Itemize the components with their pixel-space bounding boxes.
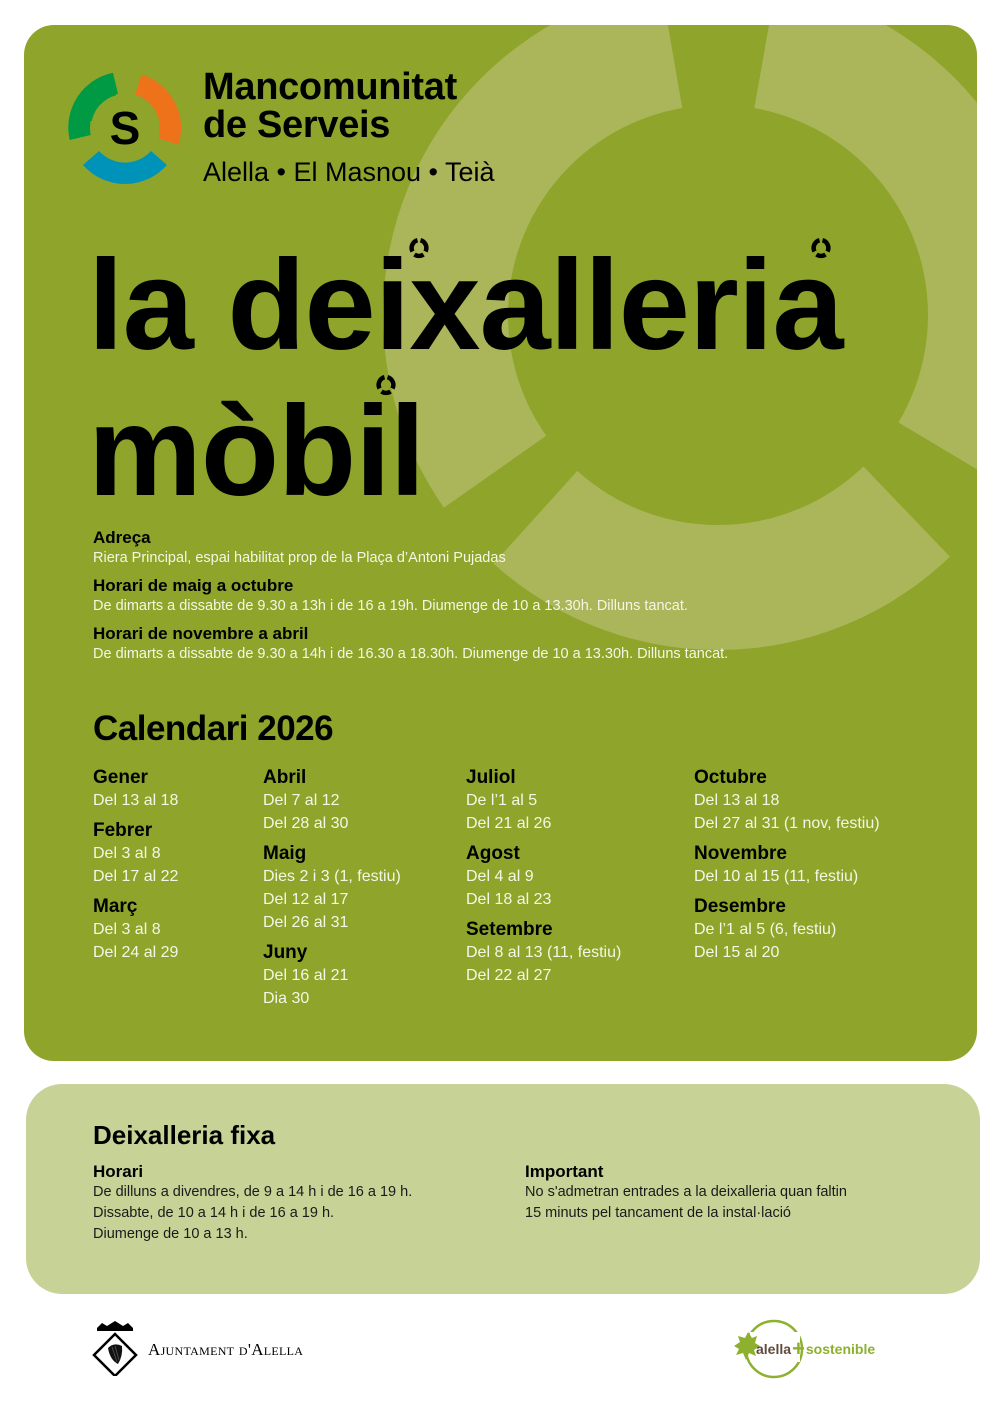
month-entry: Del 8 al 13 (11, festiu): [466, 944, 622, 961]
winter-hours-label: Horari de novembre a abril: [93, 624, 309, 643]
schedule-line: De dilluns a divendres, de 9 a 14 h i de 16 a 19 h.: [93, 1184, 413, 1200]
organization-towns: Alella • El Masnou • Teià: [203, 157, 495, 187]
svg-text:S: S: [109, 102, 141, 154]
alella-sostenible-logo: [730, 1318, 900, 1380]
month-block: [93, 896, 178, 964]
month-name: Agost: [466, 843, 520, 864]
month-name: Novembre: [694, 843, 787, 864]
schedule-label: Horari: [93, 1162, 144, 1181]
sostenible-text-alella: alella: [756, 1341, 792, 1357]
month-entry: Del 4 al 9: [466, 868, 534, 885]
mobile-recycling-panel: [24, 25, 977, 1061]
calendar-title: Calendari 2026: [93, 709, 334, 748]
month-block: [263, 767, 401, 835]
important-line: No s'admetran entrades a la deixalleria quan faltin: [525, 1184, 847, 1200]
schedule-line: Diumenge de 10 a 13 h.: [93, 1226, 248, 1242]
month-block: [466, 919, 621, 987]
important-label: Important: [525, 1162, 604, 1181]
alella-crest-icon: [90, 1320, 140, 1376]
month-block: [263, 843, 401, 934]
month-entry: Del 3 al 8: [93, 921, 161, 938]
important-line: 15 minuts pel tancament de la instal·lació: [525, 1205, 791, 1221]
month-entry: De l’1 al 5: [466, 792, 538, 809]
month-block: [466, 767, 621, 835]
month-block: [93, 767, 178, 812]
month-name: Maig: [263, 843, 307, 864]
address-label: Adreça: [93, 528, 151, 547]
summer-hours-label: Horari de maig a octubre: [93, 576, 294, 595]
month-entry: Dies 2 i 3 (1, festiu): [263, 868, 401, 885]
month-entry: Del 12 al 17: [263, 891, 349, 908]
month-entry: Del 15 al 20: [694, 944, 780, 961]
month-entry: Del 13 al 18: [93, 792, 179, 809]
i-dot-ring-icon: [407, 236, 431, 260]
page-title-line1: la deixalleria: [88, 234, 843, 377]
month-name: Juny: [263, 942, 308, 963]
month-entry: Del 22 al 27: [466, 967, 552, 984]
month-entry: Del 21 al 26: [466, 815, 552, 832]
month-block: [93, 820, 178, 888]
month-entry: Del 27 al 31 (1 nov, festiu): [694, 815, 880, 832]
ajuntament-text: Ajuntament d'Alella: [148, 1340, 304, 1359]
month-entry: Del 24 al 29: [93, 944, 179, 961]
plus-icon: +: [792, 1336, 805, 1361]
month-entry: Del 18 al 23: [466, 891, 552, 908]
month-name: Octubre: [694, 767, 767, 788]
page-title-line2: mòbil: [88, 380, 425, 523]
month-name: Gener: [93, 767, 148, 788]
fixed-recycling-panel: [26, 1084, 980, 1294]
month-entry: Del 10 al 15 (11, festiu): [694, 868, 859, 885]
month-entry: Del 16 al 21: [263, 967, 349, 984]
sostenible-text: [756, 1336, 876, 1361]
month-entry: Del 26 al 31: [263, 914, 349, 931]
calendar-column-4: [694, 767, 880, 972]
month-entry: Del 7 al 12: [263, 792, 340, 809]
organization-name: [203, 68, 457, 144]
month-block: [694, 767, 880, 835]
month-entry: Del 3 al 8: [93, 845, 161, 862]
month-name: Març: [93, 896, 138, 917]
month-entry: Del 17 al 22: [93, 868, 179, 885]
i-dot-ring-icon: [374, 373, 398, 397]
sostenible-text-sostenible: sostenible: [805, 1341, 876, 1357]
info-section: [93, 528, 953, 672]
month-name: Febrer: [93, 820, 153, 841]
mancomunitat-logo-icon: [63, 66, 187, 190]
month-block: [694, 896, 880, 964]
month-name: Juliol: [466, 767, 516, 788]
schedule-line: Dissabte, de 10 a 14 h i de 16 a 19 h.: [93, 1205, 335, 1221]
calendar-column-3: [466, 767, 621, 995]
org-name-line2: de Serveis: [203, 104, 391, 146]
month-name: Desembre: [694, 896, 786, 917]
month-block: [263, 942, 401, 1010]
month-name: Setembre: [466, 919, 553, 940]
calendar-column-2: [263, 767, 401, 1018]
month-entry: De l’1 al 5 (6, festiu): [694, 921, 837, 938]
month-name: Abril: [263, 767, 307, 788]
winter-hours-text: De dimarts a dissabte de 9.30 a 14h i de 16.30 a 18.30h. Diumenge de 10 a 13.30h. Dilluns tancat.: [93, 646, 729, 662]
month-block: [466, 843, 621, 911]
summer-hours-text: De dimarts a dissabte de 9.30 a 13h i de 16 a 19h. Diumenge de 10 a 13.30h. Dilluns tancat.: [93, 598, 688, 614]
month-entry: Del 13 al 18: [694, 792, 780, 809]
fixed-title: Deixalleria fixa: [93, 1120, 276, 1150]
i-dot-ring-icon: [809, 236, 833, 260]
org-name-line1: Mancomunitat: [203, 66, 457, 108]
month-entry: Dia 30: [263, 990, 310, 1007]
month-entry: Del 28 al 30: [263, 815, 349, 832]
fixed-important: [525, 1162, 847, 1224]
fixed-schedule: [93, 1162, 412, 1245]
calendar-column-1: [93, 767, 178, 972]
month-block: [694, 843, 880, 888]
address-text: Riera Principal, espai habilitat prop de la Plaça d’Antoni Pujadas: [93, 550, 506, 566]
